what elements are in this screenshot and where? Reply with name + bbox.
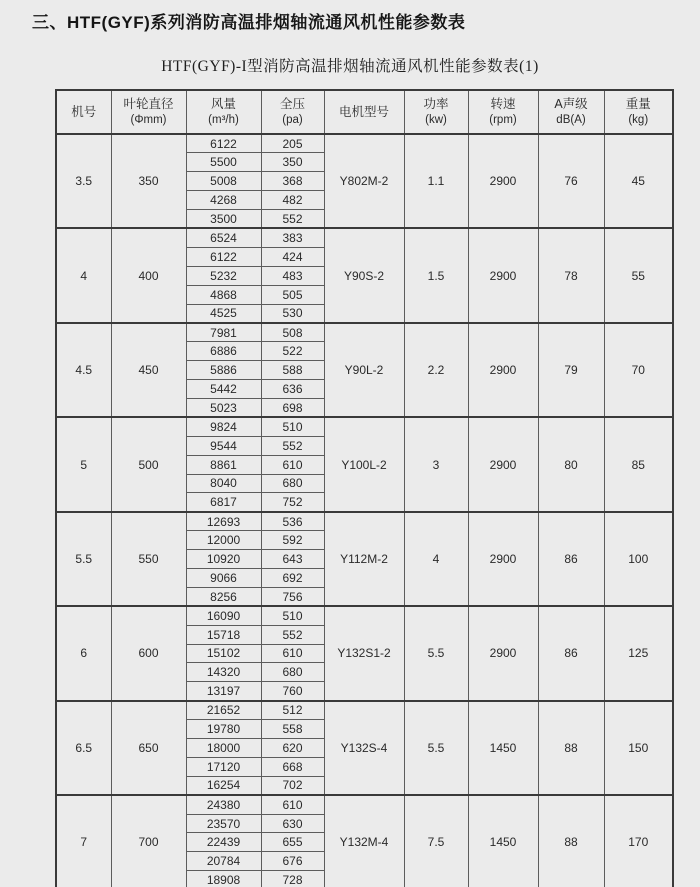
cell-pressure: 680 <box>261 663 324 682</box>
table-row <box>56 606 673 625</box>
column-header-label: 重量 <box>625 97 651 112</box>
column-header <box>604 90 673 134</box>
cell-impeller-diameter: 350 <box>111 134 186 228</box>
cell-flow: 5886 <box>186 361 261 380</box>
cell-model-no: 5 <box>56 417 111 511</box>
page-title: 三、HTF(GYF)系列消防高温排烟轴流通风机性能参数表 <box>32 13 466 32</box>
column-header-label: 机号 <box>71 104 97 119</box>
cell-pressure: 756 <box>261 587 324 606</box>
cell-pressure: 383 <box>261 228 324 247</box>
cell-flow: 15718 <box>186 625 261 644</box>
cell-speed: 2900 <box>468 606 538 700</box>
cell-impeller-diameter: 700 <box>111 795 186 887</box>
cell-speed: 1450 <box>468 795 538 887</box>
cell-flow: 16254 <box>186 776 261 795</box>
cell-flow: 17120 <box>186 757 261 776</box>
table-subtitle: HTF(GYF)-I型消防高温排烟轴流通风机性能参数表(1) <box>161 58 539 75</box>
table-row <box>56 512 673 531</box>
cell-noise-level: 78 <box>538 228 604 322</box>
cell-motor-model: Y132S-4 <box>324 701 404 795</box>
cell-pressure: 636 <box>261 380 324 399</box>
cell-pressure: 552 <box>261 436 324 455</box>
cell-pressure: 680 <box>261 474 324 493</box>
cell-pressure: 676 <box>261 852 324 871</box>
cell-motor-model: Y112M-2 <box>324 512 404 606</box>
cell-motor-model: Y90L-2 <box>324 323 404 417</box>
cell-pressure: 752 <box>261 493 324 512</box>
header-row <box>56 90 673 134</box>
table-row <box>56 795 673 814</box>
cell-flow: 9544 <box>186 436 261 455</box>
cell-motor-model: Y100L-2 <box>324 417 404 511</box>
cell-power: 3 <box>404 417 468 511</box>
cell-flow: 23570 <box>186 814 261 833</box>
cell-flow: 3500 <box>186 210 261 229</box>
cell-noise-level: 88 <box>538 795 604 887</box>
column-header-label: 风量 <box>210 97 236 112</box>
cell-pressure: 592 <box>261 531 324 550</box>
column-header <box>538 90 604 134</box>
cell-pressure: 424 <box>261 247 324 266</box>
cell-weight: 170 <box>604 795 673 887</box>
cell-model-no: 4 <box>56 228 111 322</box>
cell-pressure: 510 <box>261 417 324 436</box>
cell-pressure: 643 <box>261 550 324 569</box>
cell-weight: 125 <box>604 606 673 700</box>
cell-flow: 5232 <box>186 266 261 285</box>
cell-flow: 12693 <box>186 512 261 531</box>
cell-motor-model: Y132M-4 <box>324 795 404 887</box>
cell-pressure: 610 <box>261 455 324 474</box>
cell-noise-level: 86 <box>538 606 604 700</box>
cell-model-no: 6 <box>56 606 111 700</box>
cell-weight: 100 <box>604 512 673 606</box>
cell-pressure: 508 <box>261 323 324 342</box>
cell-flow: 10920 <box>186 550 261 569</box>
cell-impeller-diameter: 650 <box>111 701 186 795</box>
table-body <box>56 134 673 887</box>
cell-pressure: 610 <box>261 795 324 814</box>
column-header <box>468 90 538 134</box>
cell-pressure: 702 <box>261 776 324 795</box>
cell-flow: 5023 <box>186 398 261 417</box>
cell-flow: 5442 <box>186 380 261 399</box>
cell-flow: 6817 <box>186 493 261 512</box>
table-row <box>56 134 673 153</box>
table-row <box>56 228 673 247</box>
cell-model-no: 7 <box>56 795 111 887</box>
cell-flow: 20784 <box>186 852 261 871</box>
cell-model-no: 3.5 <box>56 134 111 228</box>
cell-model-no: 6.5 <box>56 701 111 795</box>
cell-flow: 5500 <box>186 153 261 172</box>
column-header-unit: (kg) <box>628 113 649 126</box>
table-row <box>56 417 673 436</box>
cell-pressure: 655 <box>261 833 324 852</box>
cell-flow: 12000 <box>186 531 261 550</box>
cell-speed: 1450 <box>468 701 538 795</box>
cell-power: 1.1 <box>404 134 468 228</box>
cell-weight: 55 <box>604 228 673 322</box>
cell-weight: 150 <box>604 701 673 795</box>
cell-pressure: 512 <box>261 701 324 720</box>
table-header <box>56 90 673 134</box>
cell-flow: 14320 <box>186 663 261 682</box>
column-header-label: 电机型号 <box>338 104 389 119</box>
table-row <box>56 701 673 720</box>
cell-flow: 6524 <box>186 228 261 247</box>
cell-flow: 6886 <box>186 342 261 361</box>
column-header <box>404 90 468 134</box>
cell-power: 5.5 <box>404 701 468 795</box>
cell-pressure: 610 <box>261 644 324 663</box>
cell-noise-level: 88 <box>538 701 604 795</box>
cell-speed: 2900 <box>468 417 538 511</box>
cell-pressure: 368 <box>261 172 324 191</box>
cell-noise-level: 80 <box>538 417 604 511</box>
cell-power: 4 <box>404 512 468 606</box>
cell-impeller-diameter: 400 <box>111 228 186 322</box>
cell-impeller-diameter: 600 <box>111 606 186 700</box>
cell-noise-level: 76 <box>538 134 604 228</box>
cell-weight: 85 <box>604 417 673 511</box>
column-header <box>186 90 261 134</box>
column-header-label: A声级 <box>554 97 588 112</box>
column-header <box>324 90 404 134</box>
column-header-unit: (pa) <box>282 113 303 126</box>
table-row <box>56 323 673 342</box>
cell-speed: 2900 <box>468 228 538 322</box>
cell-pressure: 350 <box>261 153 324 172</box>
cell-pressure: 630 <box>261 814 324 833</box>
column-header-unit: (m³/h) <box>208 113 239 126</box>
column-header-unit: (Φmm) <box>130 113 167 126</box>
cell-pressure: 552 <box>261 625 324 644</box>
cell-noise-level: 79 <box>538 323 604 417</box>
cell-pressure: 510 <box>261 606 324 625</box>
cell-speed: 2900 <box>468 512 538 606</box>
cell-motor-model: Y90S-2 <box>324 228 404 322</box>
cell-flow: 18908 <box>186 871 261 887</box>
cell-power: 1.5 <box>404 228 468 322</box>
cell-impeller-diameter: 550 <box>111 512 186 606</box>
cell-motor-model: Y802M-2 <box>324 134 404 228</box>
cell-speed: 2900 <box>468 134 538 228</box>
cell-power: 7.5 <box>404 795 468 887</box>
cell-model-no: 5.5 <box>56 512 111 606</box>
column-header <box>56 90 111 134</box>
cell-power: 2.2 <box>404 323 468 417</box>
cell-pressure: 620 <box>261 739 324 758</box>
cell-flow: 4268 <box>186 191 261 210</box>
cell-pressure: 692 <box>261 568 324 587</box>
cell-pressure: 530 <box>261 304 324 323</box>
cell-flow: 4868 <box>186 285 261 304</box>
cell-flow: 4525 <box>186 304 261 323</box>
column-header-unit: (rpm) <box>489 113 517 126</box>
cell-weight: 70 <box>604 323 673 417</box>
column-header-label: 功率 <box>423 97 449 112</box>
column-header <box>261 90 324 134</box>
cell-flow: 19780 <box>186 720 261 739</box>
cell-model-no: 4.5 <box>56 323 111 417</box>
column-header-unit: dB(A) <box>556 113 586 126</box>
cell-motor-model: Y132S1-2 <box>324 606 404 700</box>
cell-flow: 8861 <box>186 455 261 474</box>
fan-spec-table <box>55 89 674 887</box>
cell-pressure: 482 <box>261 191 324 210</box>
cell-flow: 6122 <box>186 247 261 266</box>
column-header-label: 叶轮直径 <box>123 97 174 112</box>
cell-speed: 2900 <box>468 323 538 417</box>
cell-flow: 8040 <box>186 474 261 493</box>
cell-flow: 7981 <box>186 323 261 342</box>
cell-pressure: 205 <box>261 134 324 153</box>
cell-pressure: 698 <box>261 398 324 417</box>
cell-pressure: 536 <box>261 512 324 531</box>
cell-flow: 16090 <box>186 606 261 625</box>
cell-impeller-diameter: 450 <box>111 323 186 417</box>
cell-impeller-diameter: 500 <box>111 417 186 511</box>
cell-pressure: 483 <box>261 266 324 285</box>
cell-weight: 45 <box>604 134 673 228</box>
cell-pressure: 558 <box>261 720 324 739</box>
cell-flow: 22439 <box>186 833 261 852</box>
cell-flow: 13197 <box>186 682 261 701</box>
cell-pressure: 760 <box>261 682 324 701</box>
cell-flow: 8256 <box>186 587 261 606</box>
cell-flow: 18000 <box>186 739 261 758</box>
cell-flow: 15102 <box>186 644 261 663</box>
document-page <box>0 8 700 887</box>
cell-power: 5.5 <box>404 606 468 700</box>
cell-flow: 9824 <box>186 417 261 436</box>
cell-pressure: 668 <box>261 757 324 776</box>
cell-flow: 24380 <box>186 795 261 814</box>
column-header <box>111 90 186 134</box>
column-header-unit: (kw) <box>425 113 447 126</box>
cell-pressure: 505 <box>261 285 324 304</box>
cell-flow: 9066 <box>186 568 261 587</box>
cell-noise-level: 86 <box>538 512 604 606</box>
cell-pressure: 588 <box>261 361 324 380</box>
cell-pressure: 552 <box>261 210 324 229</box>
cell-flow: 6122 <box>186 134 261 153</box>
cell-flow: 5008 <box>186 172 261 191</box>
cell-pressure: 728 <box>261 871 324 887</box>
column-header-label: 转速 <box>490 97 516 112</box>
column-header-label: 全压 <box>279 97 305 112</box>
cell-pressure: 522 <box>261 342 324 361</box>
cell-flow: 21652 <box>186 701 261 720</box>
